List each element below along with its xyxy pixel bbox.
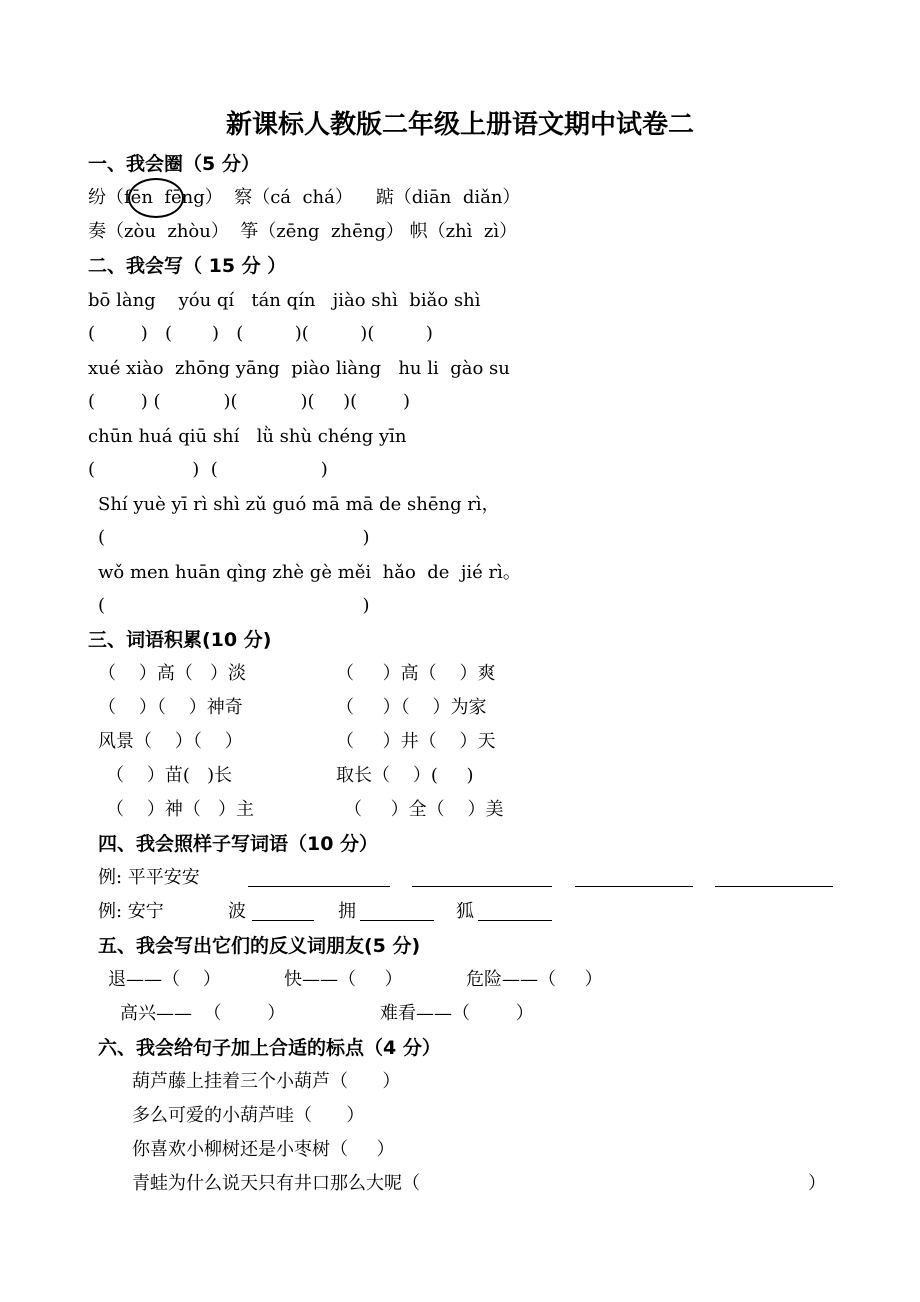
s2-answer-row-3[interactable]: ( ) ( ) [88, 459, 328, 480]
s2-pinyin-row-4: Shí yuè yī rì shì zǔ guó mā mā de shēng rì， [98, 494, 500, 515]
s2-pinyin-row-2: xué xiào zhōng yāng piào liàng hu li gào su [88, 358, 510, 379]
s4-char-2-blank[interactable] [360, 920, 434, 921]
s1-row-2: 奏（zòu zhòu） 筝（zēng zhēng） 帜（zhì zì） [88, 221, 518, 242]
section-4-heading: 四、我会照样子写词语（10 分） [98, 833, 379, 855]
s4-blank-4[interactable] [715, 886, 833, 887]
s2-answer-row-4[interactable]: ( ) [98, 527, 370, 548]
section-5-heading: 五、我会写出它们的反义词朋友(5 分) [98, 935, 421, 957]
s6-sentence-2[interactable]: 多么可爱的小葫芦哇（ ） [132, 1105, 365, 1126]
s3-left-4[interactable]: （ ）苗( )长 [106, 765, 233, 786]
s5-item-5[interactable]: 难看——（ ） [380, 1003, 534, 1024]
s4-char-2: 拥 [338, 901, 356, 922]
s4-char-1-blank[interactable] [252, 920, 314, 921]
s3-left-5[interactable]: （ ）神（ ）主 [106, 799, 255, 820]
s6-sentence-1[interactable]: 葫芦藤上挂着三个小葫芦（ ） [132, 1071, 401, 1092]
s4-blank-3[interactable] [575, 886, 693, 887]
s2-answer-row-5[interactable]: ( ) [98, 595, 370, 616]
section-6-heading: 六、我会给句子加上合适的标点（4 分） [98, 1037, 441, 1059]
s2-pinyin-row-1: bō làng yóu qí tán qín jiào shì biǎo shì [88, 290, 481, 311]
s2-answer-row-1[interactable]: ( ) ( ) ( )( )( ) [88, 323, 433, 344]
page-title: 新课标人教版二年级上册语文期中试卷二 [225, 110, 694, 140]
s2-pinyin-row-3: chūn huá qiū shí lǜ shù chéng yīn [88, 426, 407, 447]
s4-example-2: 例: 安宁 [98, 901, 164, 922]
s4-char-3-blank[interactable] [478, 920, 552, 921]
s2-answer-row-2[interactable]: ( ) ( )( )( )( ) [88, 391, 410, 412]
s4-blank-2[interactable] [412, 886, 552, 887]
s3-left-3[interactable]: 风景（ ）（ ） [98, 731, 243, 752]
s5-item-3[interactable]: 危险——（ ） [466, 969, 603, 990]
s5-item-1[interactable]: 退——（ ） [108, 969, 221, 990]
s6-sentence-3[interactable]: 你喜欢小柳树还是小枣树（ ） [132, 1139, 395, 1160]
s6-sentence-4-close: ） [808, 1173, 826, 1194]
section-3-heading: 三、词语积累(10 分) [88, 629, 272, 651]
s3-right-3[interactable]: （ ）井（ ）天 [336, 731, 496, 752]
s3-right-1[interactable]: （ ）高（ ）爽 [336, 663, 496, 684]
s3-right-5[interactable]: （ ）全（ ）美 [344, 799, 504, 820]
answer-circle-mark [128, 178, 184, 218]
s5-item-4[interactable]: 高兴—— （ ） [120, 1003, 286, 1024]
s4-blank-1[interactable] [248, 886, 390, 887]
s3-left-2[interactable]: （ ）（ ）神奇 [98, 697, 243, 718]
s3-left-1[interactable]: （ ）高（ ）淡 [98, 663, 247, 684]
s4-char-1: 波 [228, 901, 246, 922]
s4-example-1: 例: 平平安安 [98, 867, 200, 888]
s1-row-1: 纷（fēn fēng） 察（cá chá） 踮（diān diǎn） [88, 187, 521, 208]
s5-item-2[interactable]: 快——（ ） [284, 969, 403, 990]
s6-sentence-4[interactable]: 青蛙为什么说天只有井口那么大呢（ [132, 1173, 420, 1194]
s4-char-3: 狐 [456, 901, 474, 922]
s2-pinyin-row-5: wǒ men huān qìng zhè gè měi hǎo de jié rì。 [98, 562, 521, 583]
section-1-heading: 一、我会圈（5 分） [88, 153, 260, 175]
s3-right-4[interactable]: 取长（ ）( ) [336, 765, 474, 786]
section-2-heading: 二、我会写（ 15 分 ） [88, 255, 287, 277]
s3-right-2[interactable]: （ ）（ ）为家 [336, 697, 487, 718]
